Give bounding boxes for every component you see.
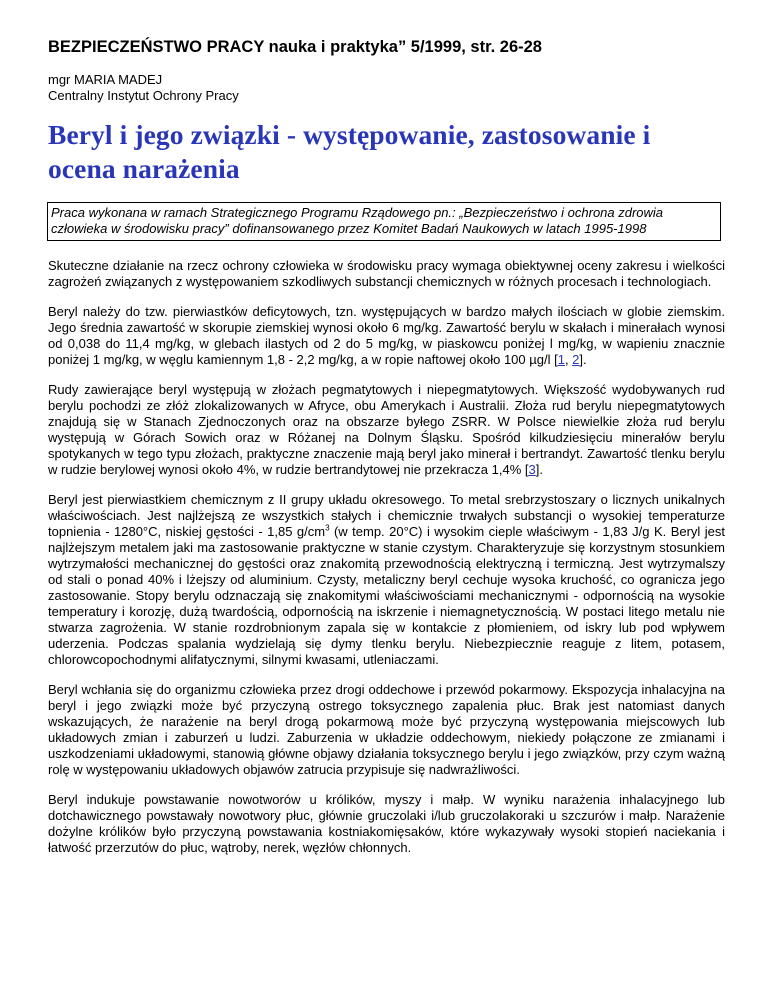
paragraph-text: Rudy zawierające beryl występują w złożach pegmatytowych i niepegmatytowych. Większość wydobywanych rud berylu pochodzi ze złóż zlokalizowanych w Afryce, obu Amerykach i Australii. Złoża rud berylu niepegmatytowych znajdują się w Stanach Zjednoczonych oraz na obszarze byłego ZSRR. W Polsce niewielkie złoża rud berylu występują w Górach Sowich oraz w Różanej na Dolnym Śląsku. Spośród kilkudziesięciu minerałów berylu spotykanych w tego typu złożach, praktyczne znaczenie mają beryl jako minerał i bertrandyt. Zawartość tlenku berylu w rudzie berylowej wynosi około 4%, w rudzie bertrandytowej nie przekracza 1,4% [ [48,382,725,477]
funding-note-box: Praca wykonana w ramach Strategicznego Programu Rządowego pn.: „Bezpieczeństwo i ochrona zdrowia człowieka w środowisku pracy” dofinansowanego przez Komitet Badań Naukowych w latach 1995-1998 [47,202,721,241]
paragraph-text-continued: (w temp. 20°C) i wysokim cieple właściwym - 1,83 J/g K. Beryl jest najlżejszym metalem jaki ma zastosowanie praktyczne w stanie czystym. Charakteryzuje się korzystnym stosunkiem wytrzymałości mechanicznej do gęstości oraz znakomitą przewodnością elektryczną i termiczną. Jest wytrzymalszy od stali o ponad 40% i lżejszy od aluminium. Czysty, metaliczny beryl cechuje wysoka kruchość, co ogranicza jego zastosowanie. Stopy berylu odznaczają się znakomitymi właściwościami mechanicznymi - odpornością na wysokie temperatury i korozję, dużą twardością, odpornością na iskrzenie i niemagnetycznością. W postaci litego metalu nie stwarza zagrożenia. W stanie rozdrobnionym zapala się w kontakcie z płomieniem, od iskry lub pod wpływem uderzenia. Podczas spalania wydzielają się dymy tlenku berylu. Niebezpiecznie reaguje z litem, potasem, chlorowcopochodnymi alifatycznymi, silnymi kwasami, utleniaczami. [48,524,725,667]
superscript-3: 3 [325,523,330,533]
reference-close: ]. [579,352,587,367]
paragraph-intro: Skuteczne działanie na rzecz ochrony człowieka w środowisku pracy wymaga obiektywnej oceny zakresu i wielkości zagrożeń związanych z występowaniem szkodliwych substancji chemicznych w różnych procesach i technologiach. [48,258,725,289]
paragraph-text: Beryl należy do tzw. pierwiastków deficytowych, tzn. występujących w bardzo małych ilościach w globie ziemskim. Jego średnia zawartość w skorupie ziemskiej wynosi około 6 mg/kg. Zawartość berylu w skałach i minerałach wynosi od 0,038 do 11,4 mg/kg, w glebach ilastych od 2 do 5 mg/kg, w piaskowcu poniżej l mg/kg, w wapieniu znacznie poniżej 1 mg/kg, w węglu kamiennym 1,8 - 2,2 mg/kg, a w ropie naftowej około 100 µg/l [ [48,304,725,367]
journal-header: BEZPIECZEŃSTWO PRACY nauka i praktyka” 5/1999, str. 26-28 [48,38,542,56]
reference-separator: , [564,352,573,367]
paragraph-text: Beryl jest pierwiastkiem chemicznym z II grupy układu okresowego. To metal srebrzystoszary o licznych unikalnych właściwościach. Jest najlżejszą ze wszystkich stałych i chemicznie trwałych substancji o wysokiej temperaturze topnienia - 1280°C, niskiej gęstości - 1,85 g/cm [48,492,725,539]
author-institution: Centralny Instytut Ochrony Pracy [48,88,239,103]
paragraph-carcinogenicity: Beryl indukuje powstawanie nowotworów u królików, myszy i małp. W wyniku narażenia inhalacyjnego lub dotchawicznego powstawały nowotwory płuc, głównie gruczolaki i/lub gruczolakoraki u szczurów i małp. Narażenie dożylne królików było przyczyną powstawania kostniakomięsaków, które wykazywały wysoki stopień naciekania i łatwość przerzutów do płuc, wątroby, nerek, węzłów chłonnych. [48,792,725,855]
author-name: mgr MARIA MADEJ [48,72,163,87]
paragraph-properties [48,492,725,668]
paragraph-ores [48,382,725,478]
paragraph-absorption: Beryl wchłania się do organizmu człowieka przez drogi oddechowe i przewód pokarmowy. Ekspozycja inhalacyjna na beryl i jego związki może być przyczyną ostrego toksycznego zapalenia płuc. Brak jest natomiast danych wskazujących, że narażenie na beryl drogą pokarmową może być przyczyną występowania miejscowych lub układowych zmian i zaburzeń u ludzi. Zaburzenia w układzie oddechowym, niekiedy połączone ze zmianami i uszkodzeniami układowymi, stanowią główne objawy działania toksycznego berylu i jego związków, przy czym ważną rolę w występowaniu układowych objawów zatrucia przypisuje się nadwrażliwości. [48,682,725,777]
article-title: Beryl i jego związki - występowanie, zastosowanie i ocena narażenia [48,119,651,184]
article-page [48,36,725,870]
reference-close: ]. [535,462,543,477]
reference-link-1[interactable]: 1 [557,352,565,367]
paragraph-occurrence [48,304,725,368]
reference-link-2[interactable]: 2 [572,352,580,367]
reference-link-3[interactable]: 3 [528,462,536,477]
